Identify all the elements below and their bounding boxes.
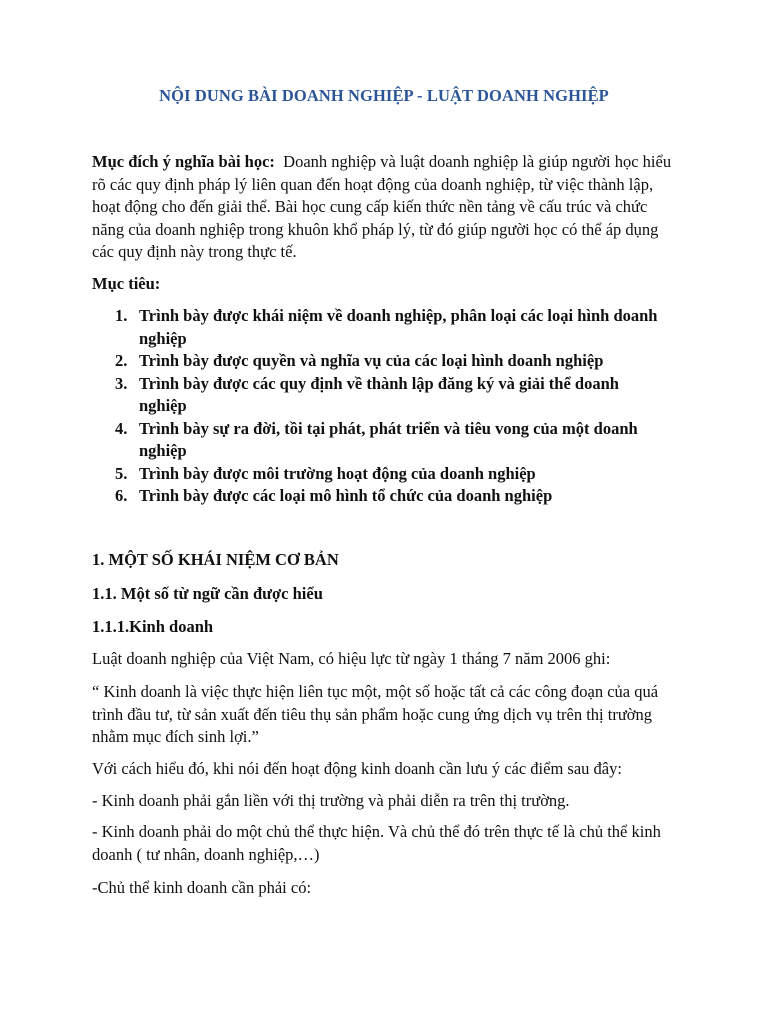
bullet-paragraph: - Kinh doanh phải do một chủ thể thực hiện. Và chủ thể đó trên thực tế là chủ thể kinh doanh ( tư nhân, doanh nghiệp,…) — [92, 822, 661, 864]
purpose-label: Mục đích ý nghĩa bài học: — [92, 152, 275, 171]
objective-text: Trình bày được môi trường hoạt động của doanh nghiệp — [139, 463, 536, 483]
objective-number: 4. — [115, 418, 128, 438]
section-heading-1-1-1: 1.1.1.Kinh doanh — [92, 617, 214, 636]
body-paragraph: Luật doanh nghiệp của Việt Nam, có hiệu lực từ ngày 1 tháng 7 năm 2006 ghi: — [92, 649, 611, 668]
objective-item — [115, 418, 665, 463]
objectives-list — [115, 305, 665, 508]
objective-text: Trình bày được khái niệm về doanh nghiệp, phân loại các loại hình doanh nghiệp — [139, 306, 658, 348]
bullet-paragraph: -Chủ thể kinh doanh cần phải có: — [92, 878, 312, 897]
objective-text: Trình bày được các loại mô hình tổ chức của doanh nghiệp — [139, 486, 553, 505]
quote-paragraph: “ Kinh doanh là việc thực hiện liên tục một, một số hoặc tất cả các công đoạn của quá trình đầu tư, từ sản xuất đến tiêu thụ sản phẩm hoặc cung ứng dịch vụ trên thị trường nhằm mục đích sinh lợi.” — [92, 682, 659, 746]
body-paragraph: Với cách hiểu đó, khi nói đến hoạt động kinh doanh cần lưu ý các điểm sau đây: — [92, 759, 622, 778]
objective-item — [115, 373, 665, 418]
objective-number: 6. — [115, 486, 128, 505]
objective-text: Trình bày sự ra đời, tồi tại phát, phát triển và tiêu vong của một doanh nghiệp — [139, 418, 638, 460]
objective-text: Trình bày được quyền và nghĩa vụ của các loại hình doanh nghiệp — [139, 351, 604, 370]
objective-text: Trình bày được các quy định về thành lập đăng ký và giải thể doanh nghiệp — [139, 373, 619, 415]
purpose-text: Doanh nghiệp và luật doanh nghiệp là giúp người học hiểu rõ các quy định pháp lý liên quan đến hoạt động của doanh nghiệp, từ việc thành lập, hoạt động cho đến giải thể. Bài học cung cấp kiến thức nền tảng về cấu trúc và chức năng của doanh nghiệp trong khuôn khổ pháp lý, từ đó giúp người học có thể áp dụng các quy định này trong thực tế. — [92, 152, 672, 261]
purpose-paragraph — [92, 151, 682, 264]
bullet-paragraph: - Kinh doanh phải gắn liền với thị trường và phải diễn ra trên thị trường. — [92, 791, 570, 810]
objective-item — [115, 463, 665, 486]
objective-item — [115, 305, 665, 350]
objective-number: 5. — [115, 463, 128, 483]
objective-number: 3. — [115, 373, 128, 393]
section-heading-1: 1. MỘT SỐ KHÁI NIỆM CƠ BẢN — [92, 550, 339, 569]
objective-number: 1. — [115, 306, 128, 325]
objective-number: 2. — [115, 351, 128, 370]
document-title: NỘI DUNG BÀI DOANH NGHIỆP - LUẬT DOANH NGHIỆP — [159, 86, 609, 105]
objective-item — [115, 350, 665, 373]
objectives-label: Mục tiêu: — [92, 274, 161, 293]
section-heading-1-1: 1.1. Một số từ ngữ cần được hiểu — [92, 584, 323, 603]
objective-item — [115, 485, 665, 508]
